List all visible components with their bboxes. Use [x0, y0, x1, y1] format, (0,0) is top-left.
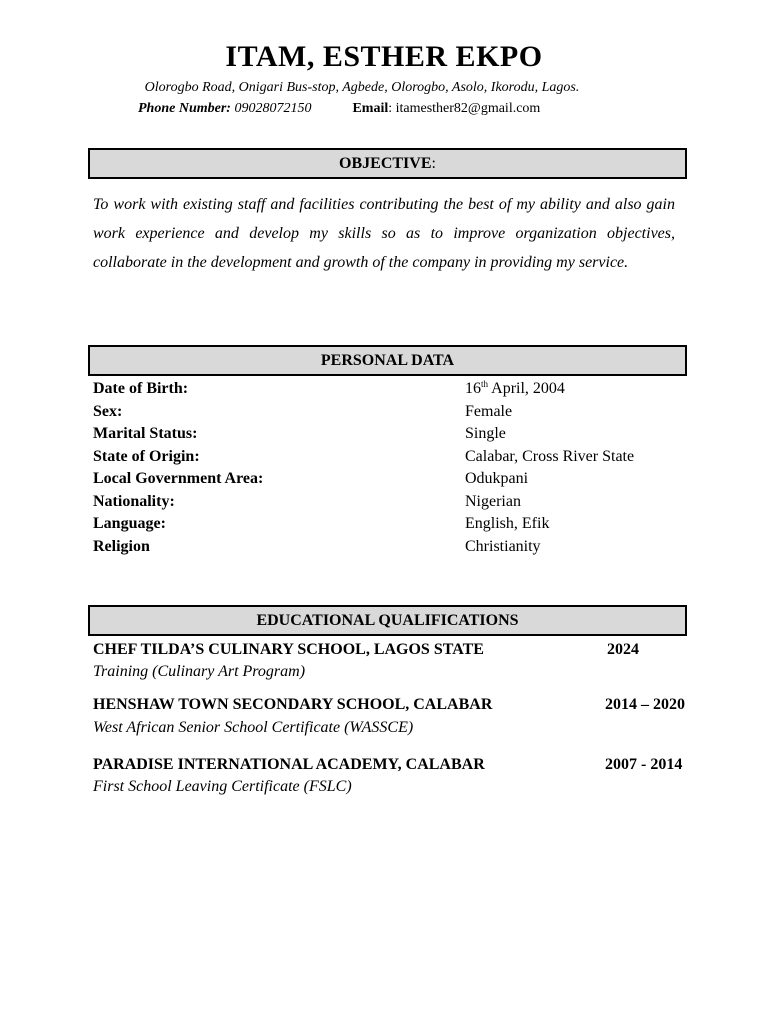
- personal-label: Language:: [93, 515, 166, 532]
- personal-row: [93, 468, 693, 490]
- personal-row: [93, 513, 693, 535]
- objective-text: To work with existing staff and facilities contributing the best of my ability and also gain work experience and develop my skills so as to improve organization objectives, collaborate in the development and growth of the company in providing my service.: [93, 196, 675, 271]
- school-years: 2007 - 2014: [605, 756, 683, 773]
- candidate-name: ITAM, ESTHER EKPO: [225, 40, 543, 73]
- email-address: itamesther82@gmail.com: [395, 101, 541, 116]
- school-name: CHEF TILDA’S CULINARY SCHOOL, LAGOS STATE: [93, 641, 484, 658]
- objective-title: OBJECTIVE: [339, 155, 432, 172]
- school-name: PARADISE INTERNATIONAL ACADEMY, CALABAR: [93, 756, 485, 773]
- dob-value: [465, 378, 565, 400]
- personal-label: Nationality:: [93, 493, 175, 510]
- personal-label: Local Government Area:: [93, 470, 264, 487]
- contact-line: [138, 101, 540, 117]
- personal-value: Christianity: [465, 538, 541, 555]
- email-separator: :: [388, 101, 393, 116]
- personal-row-dob: [93, 378, 693, 400]
- education-title: EDUCATIONAL QUALIFICATIONS: [256, 612, 519, 629]
- phone-label: Phone Number:: [138, 101, 231, 116]
- personal-row: [93, 401, 693, 423]
- personal-value: Single: [465, 425, 506, 442]
- personal-data-title: PERSONAL DATA: [320, 352, 455, 369]
- personal-value: Female: [465, 403, 513, 420]
- qualification: Training (Culinary Art Program): [93, 663, 306, 680]
- personal-label: Religion: [93, 538, 150, 555]
- email-label: Email: [352, 101, 389, 116]
- dob-label: Date of Birth:: [93, 380, 189, 397]
- phone-number: 09028072150: [234, 101, 312, 116]
- personal-label: State of Origin:: [93, 448, 200, 465]
- personal-value: Calabar, Cross River State: [465, 448, 635, 465]
- objective-heading: [88, 148, 687, 179]
- address: Olorogbo Road, Onigari Bus-stop, Agbede, Olorogbo, Asolo, Ikorodu, Lagos.: [144, 80, 580, 95]
- personal-label: Marital Status:: [93, 425, 198, 442]
- education-heading: [88, 605, 687, 636]
- personal-row: [93, 423, 693, 445]
- objective-title-colon: :: [431, 155, 436, 172]
- personal-value: Odukpani: [465, 470, 529, 487]
- school-name: HENSHAW TOWN SECONDARY SCHOOL, CALABAR: [93, 696, 493, 713]
- personal-label: Sex:: [93, 403, 123, 420]
- dob-ordinal: th: [481, 379, 489, 389]
- personal-row: [93, 536, 693, 558]
- qualification: First School Leaving Certificate (FSLC): [93, 778, 352, 795]
- dob-day: 16: [465, 380, 481, 397]
- school-years: 2014 – 2020: [605, 696, 685, 713]
- personal-row: [93, 491, 693, 513]
- qualification: West African Senior School Certificate (WASSCE): [93, 719, 414, 736]
- personal-data-heading: [88, 345, 687, 376]
- personal-row: [93, 446, 693, 468]
- school-years: 2024: [607, 641, 639, 658]
- personal-value: English, Efik: [465, 515, 550, 532]
- personal-value: Nigerian: [465, 493, 521, 510]
- dob-rest: April, 2004: [488, 380, 565, 397]
